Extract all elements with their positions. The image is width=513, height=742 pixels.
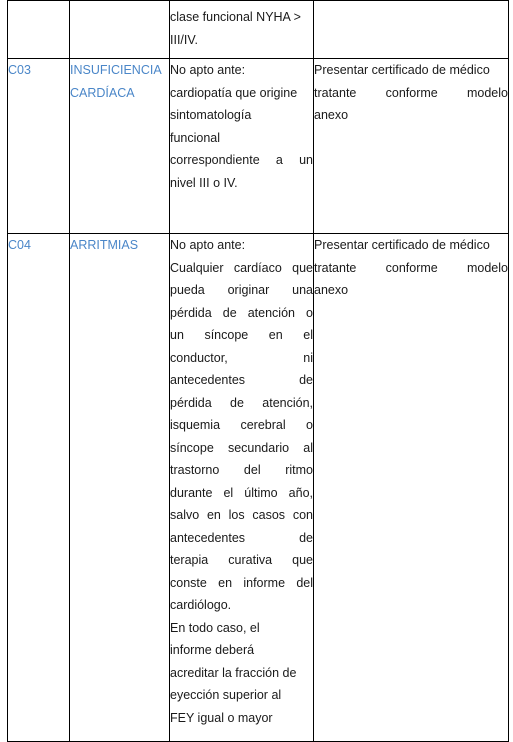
requirement-line: terapia curativa que — [170, 553, 313, 567]
requirement-line: durante el último año, — [170, 485, 313, 500]
row-name-cell: ARRITMIAS — [70, 234, 170, 742]
document-cell — [314, 234, 509, 742]
requirement-line: cardiopatía que origine — [170, 85, 298, 100]
requirement-line: conste en informe del — [170, 575, 313, 590]
requirement-line: III/IV. — [170, 32, 199, 47]
requirement-cell — [170, 234, 314, 742]
row-code-cell: C03 — [8, 59, 70, 234]
requirement-line: síncope secundario al — [170, 440, 313, 455]
requirement-line: clase funcional NYHA > — [170, 10, 301, 24]
requirement-line: Cualquier cardíaco que — [170, 260, 313, 275]
requirement-line: En todo caso, el — [170, 620, 260, 635]
requirement-line: pérdida de atención, — [170, 395, 313, 410]
document-line: tratante conforme modelo — [314, 260, 508, 275]
document-line: anexo — [314, 108, 349, 122]
requirement-line: pérdida de atención o — [170, 305, 313, 320]
document-line: Presentar certificado de médico — [314, 63, 490, 77]
table-row — [8, 1, 509, 59]
row-code-cell — [8, 1, 70, 59]
document-line: Presentar certificado de médico — [314, 238, 490, 252]
document-cell — [314, 59, 509, 234]
requirement-line: funcional — [170, 130, 221, 145]
requirement-line: No apto ante: — [170, 238, 246, 252]
row-name-cell — [70, 1, 170, 59]
requirement-line: eyección superior al — [170, 688, 282, 702]
document-line: anexo — [314, 283, 349, 297]
requirement-line: pueda originar una — [170, 283, 313, 297]
requirement-line: sintomatología — [170, 108, 252, 122]
requirement-cell — [170, 59, 314, 234]
requirement-line: cardiólogo. — [170, 598, 232, 612]
requirement-line: antecedentes de — [170, 373, 313, 387]
requirement-line: acreditar la fracción de — [170, 665, 297, 680]
requirement-line: isquemia cerebral o — [170, 418, 313, 432]
requirement-line: correspondiente a un — [170, 153, 313, 167]
requirement-line: nivel III o IV. — [170, 175, 238, 190]
table-row — [8, 59, 509, 234]
table-row — [8, 234, 509, 742]
row-name-cell: INSUFICIENCIA CARDÍACA — [70, 59, 170, 234]
requirement-line: un síncope en el — [170, 328, 313, 342]
requirement-line: informe deberá — [170, 643, 255, 657]
requirement-line: No apto ante: — [170, 63, 246, 77]
requirement-line: FEY igual o mayor — [170, 710, 273, 725]
document-cell — [314, 1, 509, 59]
requirement-line: conductor, ni — [170, 350, 313, 365]
requirement-cell — [170, 1, 314, 59]
requirement-line: trastorno del ritmo — [170, 463, 313, 477]
requirements-table — [7, 0, 509, 742]
row-code-cell: C04 — [8, 234, 70, 742]
requirement-line: salvo en los casos con — [170, 508, 313, 522]
requirement-line: antecedentes de — [170, 530, 313, 545]
document-line: tratante conforme modelo — [314, 85, 508, 100]
